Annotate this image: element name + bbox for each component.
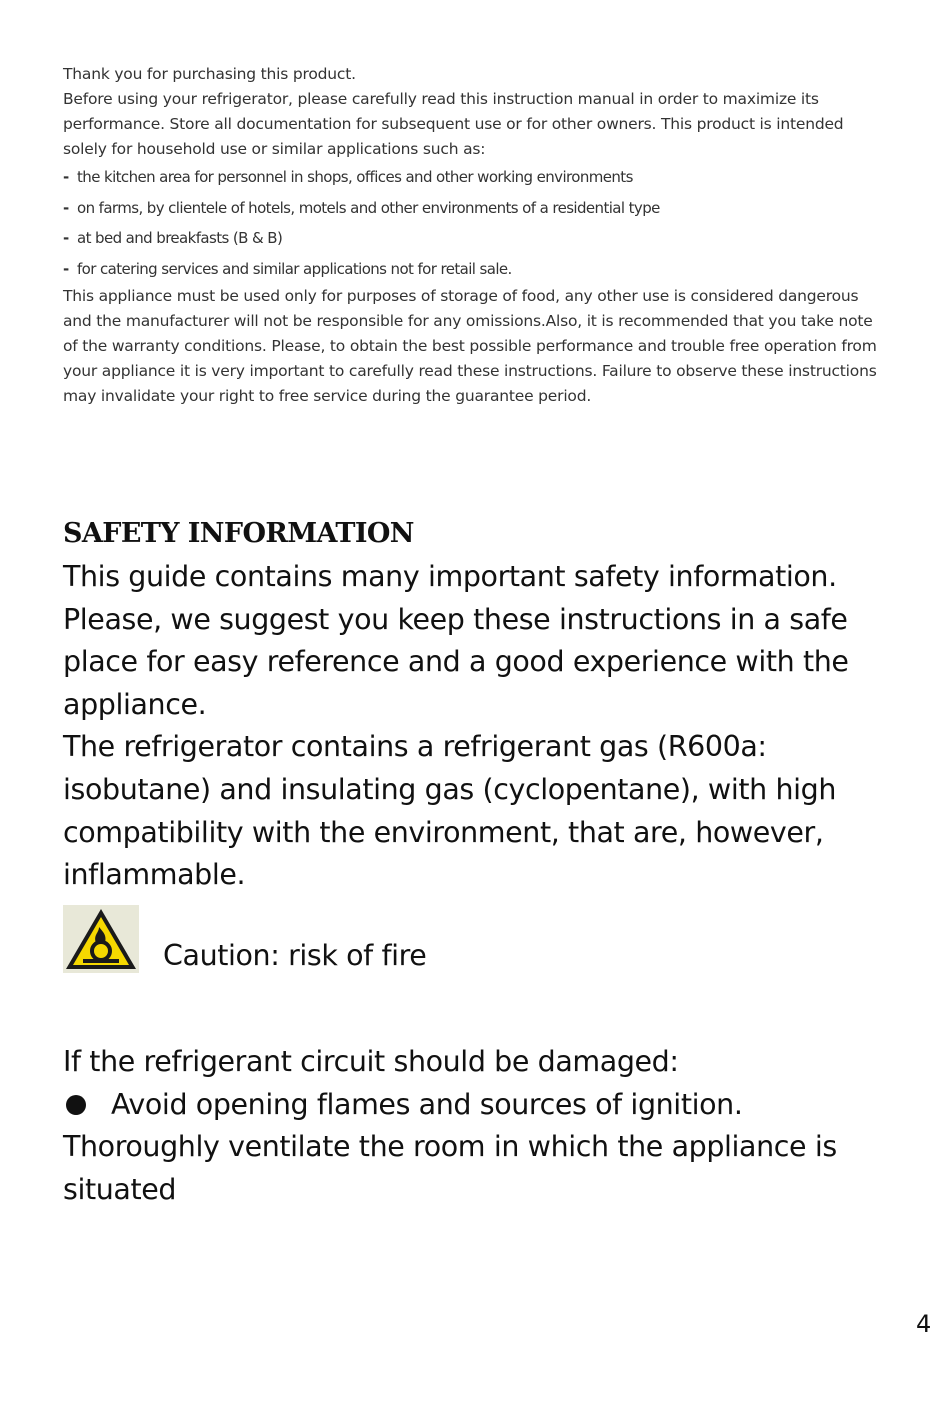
list-item: - on farms, by clientele of hotels, motels and other environments of a residential type <box>63 198 660 217</box>
list-item: - the kitchen area for personnel in shops, offices and other working environments <box>63 168 633 186</box>
safety-paragraph-2: The refrigerator contains a refrigerant gas (R600a: isobutane) and insulating gas (cyclopentane), with high compatibility with the environment, that are, however, inflammable. <box>63 730 836 892</box>
caution-row <box>63 905 663 973</box>
intro-section <box>63 62 883 409</box>
list-item: - at bed and breakfasts (B & B) <box>63 229 283 247</box>
intro-thanks: Thank you for purchasing this product. <box>63 65 356 83</box>
page-number: 4 <box>916 1310 932 1338</box>
damage-intro: If the refrigerant circuit should be damaged: <box>63 1045 679 1078</box>
list-item: - for catering services and similar applications not for retail sale. <box>63 259 512 278</box>
bullet-icon <box>66 1095 86 1115</box>
safety-body <box>63 556 893 897</box>
caution-text: Caution: risk of fire <box>163 939 427 972</box>
intro-paragraph-2: This appliance must be used only for purposes of storage of food, any other use is considered dangerous and the manufacturer will not be responsible for any omissions.Also, it is recommended that you take note of the warranty conditions. Please, to obtain the best possible performance and trouble free operation from your appliance it is very important to carefully read these instructions. Failure to observe these instructions may invalidate your right to free service during the guarantee period. <box>63 287 877 405</box>
ventilate-text: Thoroughly ventilate the room in which the appliance is situated <box>63 1130 837 1206</box>
damage-section <box>63 1041 893 1211</box>
intro-paragraph-1: Before using your refrigerator, please carefully read this instruction manual in order to maximize its performance. Store all documentation for subsequent use or for other owners. This product is intended solely for household use or similar applications such as: <box>63 90 844 158</box>
fire-warning-icon <box>63 905 139 973</box>
bullet-text: Avoid opening flames and sources of ignition. <box>111 1087 743 1121</box>
list-item <box>63 1084 893 1127</box>
safety-heading: SAFETY INFORMATION <box>63 518 414 549</box>
intended-uses-list <box>63 162 883 284</box>
safety-paragraph-1: This guide contains many important safety information. Please, we suggest you keep these instructions in a safe place for easy reference and a good experience with the appliance. <box>63 560 849 721</box>
